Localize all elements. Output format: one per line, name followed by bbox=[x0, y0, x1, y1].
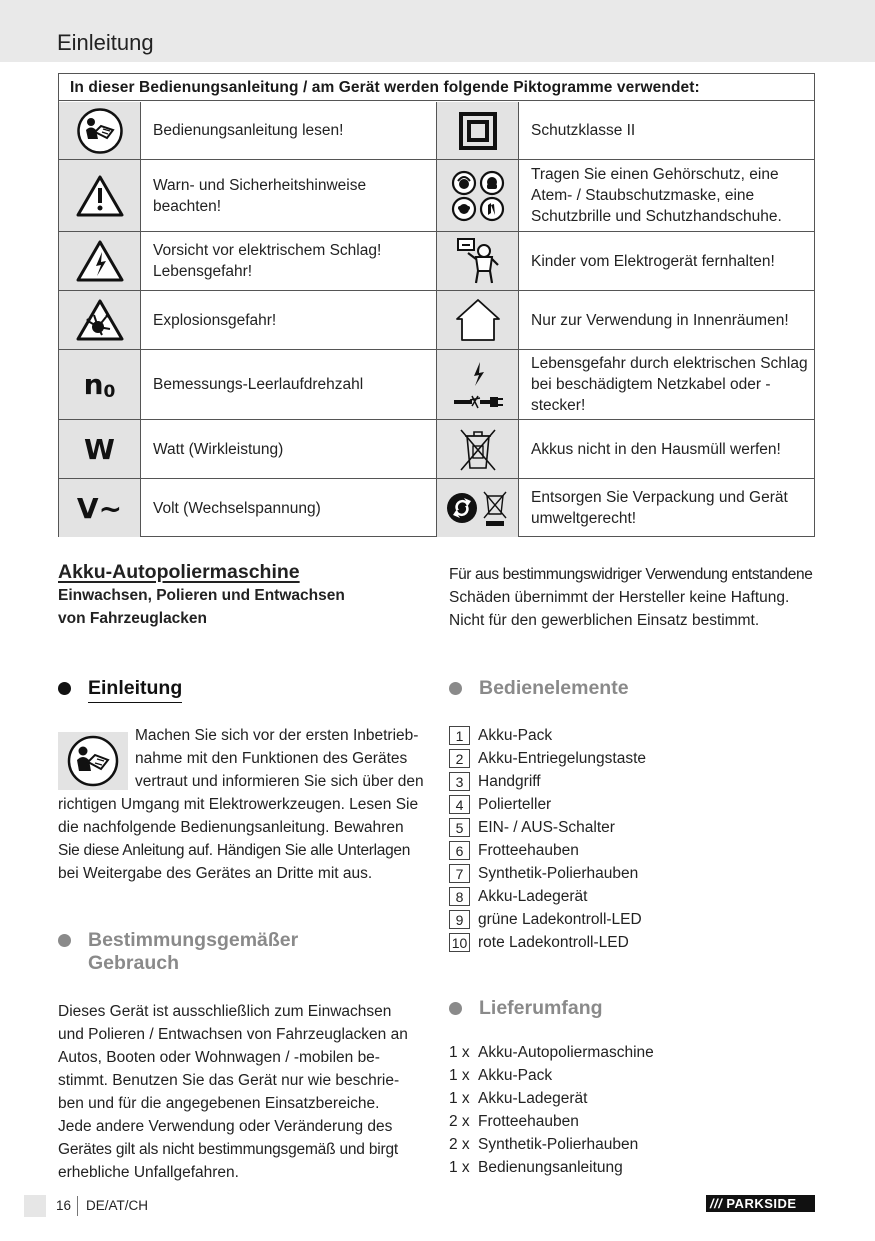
footer-marker bbox=[24, 1195, 46, 1217]
list-item: 1 Akku-Pack bbox=[449, 724, 646, 747]
list-item: 2 Akku-Entriegelungstaste bbox=[449, 747, 646, 770]
intended-use-heading: Bestimmungsgemäßer Gebrauch bbox=[58, 929, 298, 975]
pictogram-description: Vorsicht vor elektrischem Schlag! Lebensgefahr! bbox=[142, 232, 437, 290]
bullet-icon bbox=[58, 934, 71, 947]
pictogram-description: Nur zur Verwendung in Innenräumen! bbox=[531, 311, 789, 329]
product-title-block bbox=[58, 561, 438, 630]
explosion-icon bbox=[76, 299, 124, 341]
list-item: 6 Frotteehauben bbox=[449, 839, 646, 862]
pictogram-description: Lebensgefahr durch elektrischen Schlag bei beschädigtem Netzkabel oder -stecker! bbox=[531, 355, 808, 414]
delivery-heading: Lieferumfang bbox=[449, 997, 603, 1020]
pictogram-description: Tragen Sie einen Gehörschutz, eine Atem- / Staubschutzmaske, eine Schutzbrille und Schutzhandschuhe. bbox=[531, 166, 782, 225]
page-header-bar bbox=[0, 0, 875, 62]
pictogram-table-heading: In dieser Bedienungsanleitung / am Gerät werden folgende Piktogramme verwendet: bbox=[59, 74, 814, 101]
footer-divider bbox=[77, 1196, 78, 1216]
list-item: 1 x Bedienungsanleitung bbox=[449, 1159, 623, 1176]
controls-heading: Bedienelemente bbox=[449, 677, 629, 700]
pictogram-description: Bedienungsanleitung lesen! bbox=[142, 102, 437, 159]
pictogram-description: Entsorgen Sie Verpackung und Gerät umweltgerecht! bbox=[531, 489, 788, 527]
indoor-use-house-icon bbox=[454, 297, 502, 343]
battery-bin-crossed-icon bbox=[458, 426, 498, 472]
pictogram-row bbox=[59, 420, 814, 479]
language-codes: DE/AT/CH bbox=[86, 1198, 149, 1213]
volt-ac-symbol: V~ bbox=[76, 491, 123, 525]
page-header-title: Einleitung bbox=[57, 30, 154, 55]
pictogram-description: Watt (Wirkleistung) bbox=[142, 420, 437, 478]
list-item: 2 x Frotteehauben bbox=[449, 1113, 579, 1130]
rated-no-load-speed-symbol: $n_0$ bbox=[83, 367, 116, 402]
warning-triangle-icon bbox=[76, 175, 124, 217]
brand-logo: /// PARKSIDE bbox=[706, 1195, 815, 1212]
product-subtitle-line: Einwachsen, Polieren und Entwachsen bbox=[58, 587, 345, 604]
pictogram-description: Explosionsgefahr! bbox=[142, 291, 437, 349]
list-item: 1 x Akku-Autopoliermaschine bbox=[449, 1044, 654, 1061]
list-item: 2 x Synthetik-Polierhauben bbox=[449, 1136, 639, 1153]
bullet-icon bbox=[449, 1002, 462, 1015]
page-number: 16 bbox=[56, 1198, 72, 1213]
list-item: 1 x Akku-Pack bbox=[449, 1067, 553, 1084]
damaged-cable-icon bbox=[452, 360, 504, 410]
liability-line: Schäden übernimmt der Hersteller keine Haftung. bbox=[449, 589, 790, 606]
pictogram-description: Kinder vom Elektrogerät fernhalten! bbox=[531, 252, 775, 270]
list-item: 4 Polierteller bbox=[449, 793, 646, 816]
pictogram-table bbox=[58, 73, 815, 537]
list-item: 1 x Akku-Ladegerät bbox=[449, 1090, 588, 1107]
protection-class-2-icon bbox=[459, 112, 497, 150]
pictogram-row bbox=[59, 479, 814, 537]
intended-use-text: Dieses Gerät ist ausschließlich zum Einwachsen und Polieren / Entwachsen von Fahrzeuglacken an Autos, Booten oder Wohnwagen / -mobilen be- stimmt. Benutzen Sie das Gerät nur wie beschrie- ben und für die angegebenen Einsatzbereiche. Jede andere Verwendung oder Veränderung des Gerätes gilt als nicht bestimmungsgemäß und birgt erhebliche Unfallgefahren. bbox=[58, 1003, 408, 1181]
pictogram-description: Volt (Wechselspannung) bbox=[142, 479, 437, 537]
liability-line: Nicht für den gewerblichen Einsatz bestimmt. bbox=[449, 612, 760, 629]
protective-equipment-icon bbox=[450, 169, 506, 223]
pictogram-row bbox=[59, 350, 814, 420]
controls-list bbox=[449, 724, 646, 954]
pictogram-row bbox=[59, 160, 814, 232]
list-item: 8 Akku-Ladegerät bbox=[449, 885, 646, 908]
pictogram-description: Warn- und Sicherheitshinweise beachten! bbox=[142, 160, 437, 231]
pictogram-description: Akkus nicht in den Hausmüll werfen! bbox=[531, 440, 781, 458]
electric-shock-icon bbox=[76, 240, 124, 282]
bullet-icon bbox=[449, 682, 462, 695]
product-title: Akku-Autopoliermaschine bbox=[58, 561, 300, 583]
pictogram-description: Schutzklasse II bbox=[531, 122, 636, 139]
pictogram-description: Bemessungs-Leerlaufdrehzahl bbox=[142, 350, 437, 419]
list-item: 9 grüne Ladekontroll-LED bbox=[449, 908, 646, 931]
product-subtitle-line: von Fahrzeuglacken bbox=[58, 610, 208, 627]
liability-note bbox=[449, 563, 819, 632]
list-item: 7 Synthetik-Polierhauben bbox=[449, 862, 646, 885]
intro-heading: Einleitung bbox=[58, 677, 182, 703]
keep-children-away-icon bbox=[456, 237, 500, 285]
liability-line: Für aus bestimmungswidriger Verwendung entstandene bbox=[449, 566, 813, 583]
intro-text: richtigen Umgang mit Elektrowerkzeugen. Lesen Sie die nachfolgende Bedienungsanleitung. Bewahren Sie diese Anleitung auf. Händigen Sie alle Unterlagen bei Weitergabe des Gerätes an Dritte mit aus. bbox=[58, 796, 419, 882]
intro-text-indented: Machen Sie sich vor der ersten Inbetrieb- nahme mit den Funktionen des Gerätes vertraut und informieren Sie sich über den bbox=[135, 727, 424, 790]
read-manual-icon bbox=[77, 108, 123, 154]
pictogram-row bbox=[59, 291, 814, 350]
watt-symbol: W bbox=[84, 432, 115, 466]
list-item: 5 EIN- / AUS-Schalter bbox=[449, 816, 646, 839]
bullet-icon bbox=[58, 682, 71, 695]
read-manual-icon bbox=[58, 732, 128, 790]
pictogram-row bbox=[59, 102, 814, 160]
pictogram-row bbox=[59, 232, 814, 291]
list-item: 10 rote Ladekontroll-LED bbox=[449, 931, 646, 954]
recycle-dispose-icon bbox=[446, 488, 510, 528]
list-item: 3 Handgriff bbox=[449, 770, 646, 793]
delivery-list bbox=[449, 1044, 654, 1182]
